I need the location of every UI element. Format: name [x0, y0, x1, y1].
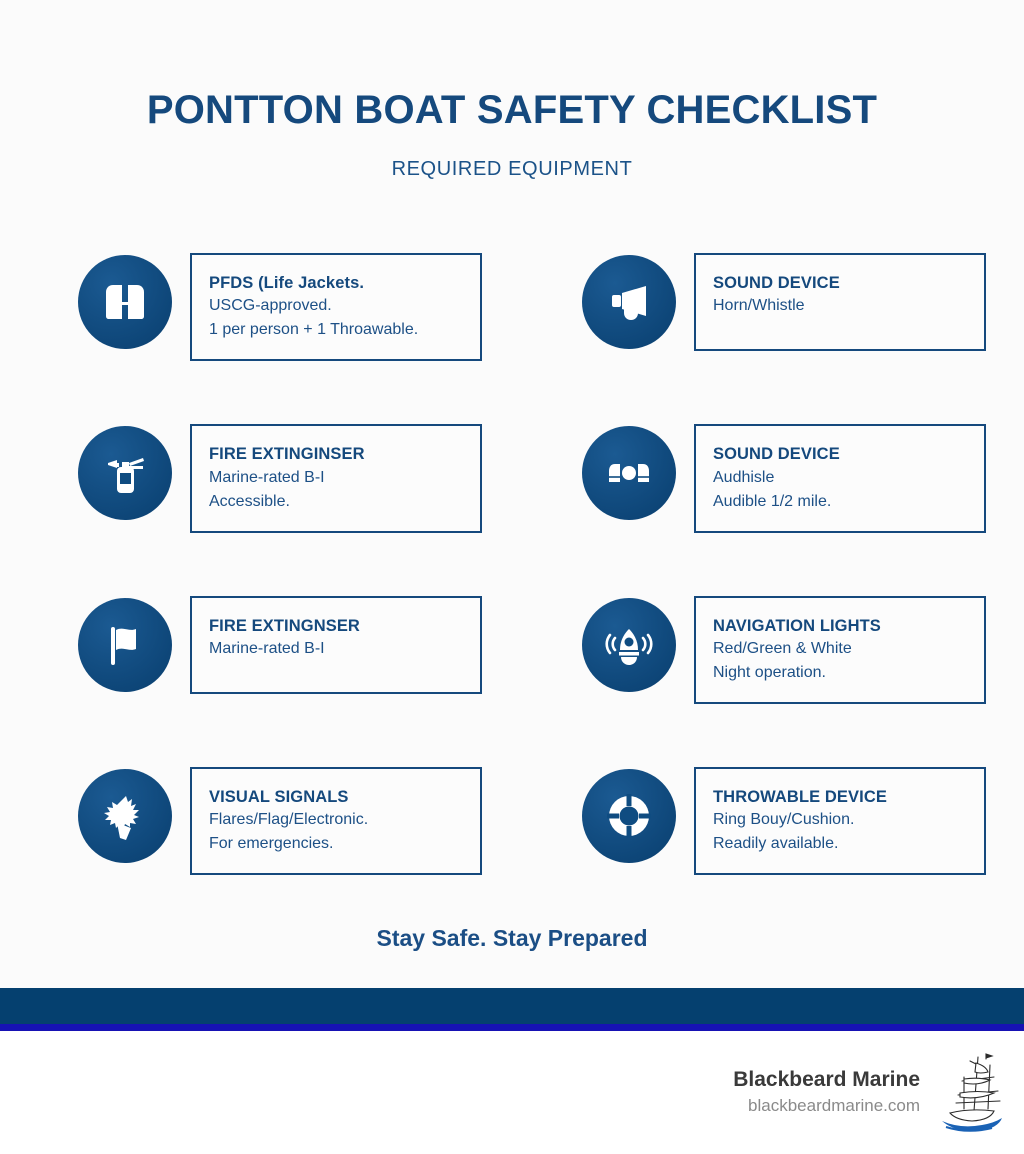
sailing-ship-icon	[934, 1051, 1006, 1135]
checklist-item-fire-extinguisher	[0, 424, 512, 532]
whistle-icon	[582, 426, 676, 520]
card-title: THROWABLE DEVICE	[713, 787, 887, 806]
card-line-3: Readily available.	[713, 835, 839, 853]
checklist-card	[694, 424, 986, 532]
checklist-card	[694, 253, 986, 351]
air-horn-icon	[582, 255, 676, 349]
card-title: VISUAL SIGNALS	[209, 787, 349, 806]
card-title: SOUND DEVICE	[713, 274, 840, 292]
checklist-item-pfds	[0, 253, 512, 361]
navigation-light-icon	[582, 598, 676, 692]
card-line-2: Horn/Whistle	[713, 297, 805, 315]
card-title: NAVIGATION LIGHTS	[713, 616, 881, 635]
checklist-card	[190, 253, 482, 361]
flare-torch-icon	[78, 769, 172, 863]
card-title: FIRE EXTINGINSER	[209, 445, 365, 464]
flag-icon	[78, 598, 172, 692]
page-subtitle: REQUIRED EQUIPMENT	[391, 158, 633, 180]
footer-bar-accent	[0, 1024, 1024, 1031]
brand-text	[733, 1067, 920, 1117]
checklist-card	[190, 767, 482, 875]
life-jacket-icon	[78, 255, 172, 349]
card-line-2: Audhisle	[713, 468, 775, 486]
footer-bar-primary	[0, 988, 1024, 1024]
checklist-item-sound-device-horn	[512, 253, 1024, 361]
card-line-2: USCG-approved.	[209, 297, 332, 315]
page-title: PONTTON BOAT SAFETY CHECKLIST	[146, 88, 878, 132]
checklist-card	[190, 424, 482, 532]
checklist-item-throwable-device	[512, 767, 1024, 875]
card-line-3: For emergencies.	[209, 835, 334, 853]
life-ring-icon	[582, 769, 676, 863]
fire-extinguisher-icon	[78, 426, 172, 520]
card-line-3: Night operation.	[713, 663, 826, 681]
card-title: SOUND DEVICE	[713, 445, 840, 464]
checklist-grid	[0, 253, 1024, 875]
checklist-card	[694, 767, 986, 875]
checklist-item-navigation-lights	[512, 596, 1024, 704]
brand-name: Blackbeard Marine	[733, 1068, 920, 1092]
checklist-card	[190, 596, 482, 694]
checklist-card	[694, 596, 986, 704]
checklist-item-visual-signals	[0, 767, 512, 875]
card-title: FIRE EXTINGNSER	[209, 616, 360, 635]
brand-url[interactable]: blackbeardmarine.com	[748, 1095, 920, 1115]
checklist-item-sound-device-whistle	[512, 424, 1024, 532]
tagline: Stay Safe. Stay Prepared	[376, 925, 648, 951]
card-line-3: 1 per person + 1 Throawable.	[209, 321, 419, 339]
card-title: PFDS (Life Jackets.	[209, 274, 365, 292]
card-line-2: Marine-rated B-I	[209, 468, 325, 486]
card-line-2: Marine-rated B-I	[209, 639, 325, 657]
card-line-2: Flares/Flag/Electronic.	[209, 811, 369, 829]
header	[0, 0, 1024, 181]
card-line-2: Ring Bouy/Cushion.	[713, 811, 855, 829]
card-line-2: Red/Green & White	[713, 639, 852, 657]
footer	[0, 1031, 1024, 1154]
card-line-3: Accessible.	[209, 492, 290, 510]
card-line-3: Audible 1/2 mile.	[713, 492, 832, 510]
checklist-item-flag	[0, 596, 512, 704]
